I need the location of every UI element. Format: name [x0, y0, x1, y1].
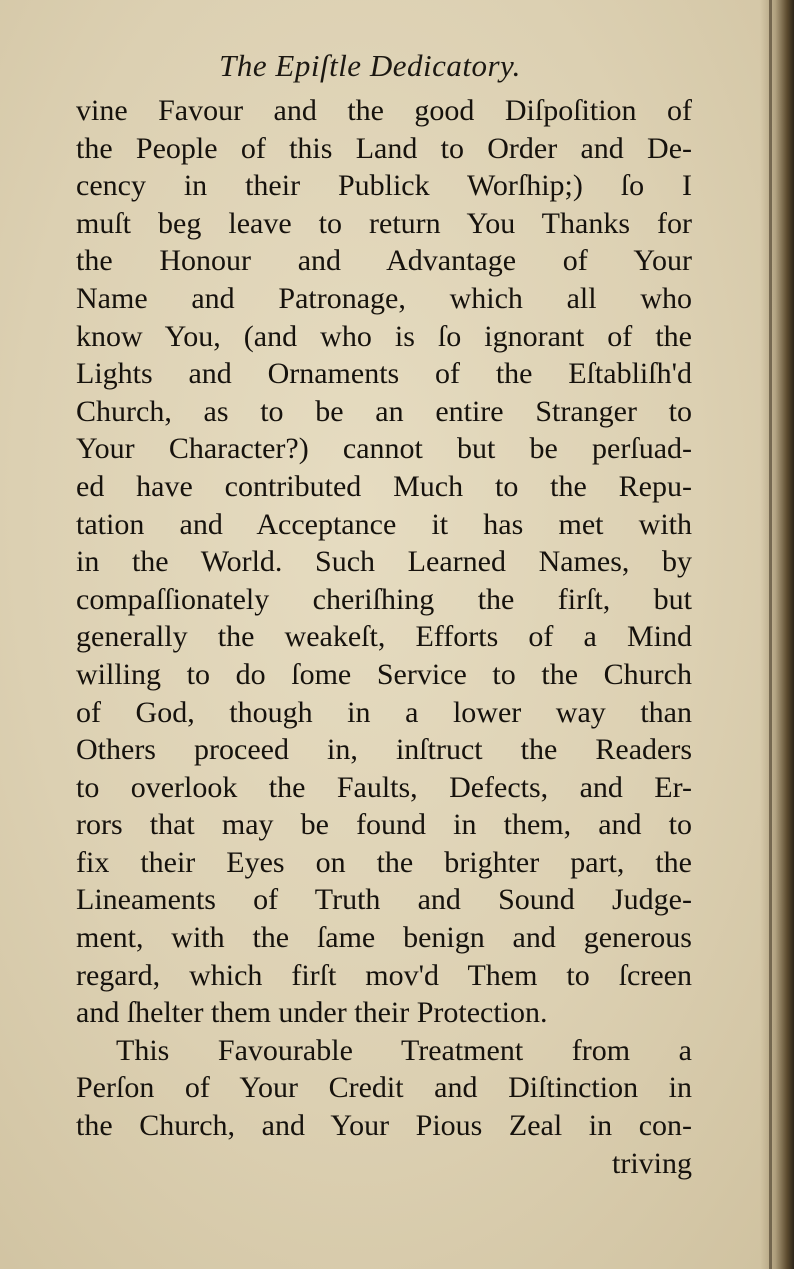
text-line: the Church, and Your Pious Zeal in con- [76, 1109, 692, 1143]
text-line: regard, which firſt mov'd Them to ſcreen [76, 958, 692, 992]
text-line: Your Character?) cannot but be perſuad- [76, 432, 692, 466]
text-line: Perſon of Your Credit and Diſtinction in [76, 1071, 692, 1105]
text-line: fix their Eyes on the brighter part, the [76, 845, 692, 879]
text-line: in the World. Such Learned Names, by [76, 545, 692, 579]
text-line: the People of this Land to Order and De- [76, 131, 692, 165]
text-line-paragraph-start: This Favourable Treatment from a [116, 1033, 692, 1067]
text-line: muſt beg leave to return You Thanks for [76, 206, 692, 240]
text-line: ed have contributed Much to the Repu- [76, 469, 692, 503]
text-line: Others proceed in, inſtruct the Readers [76, 733, 692, 767]
text-line: willing to do ſome Service to the Church [76, 657, 692, 691]
text-line: to overlook the Faults, Defects, and Er- [76, 770, 692, 804]
text-line: generally the weakeſt, Efforts of a Mind [76, 620, 692, 654]
text-line: of God, though in a lower way than [76, 695, 692, 729]
catchword: triving [612, 1146, 692, 1180]
text-line: Church, as to be an entire Stranger to [76, 394, 692, 428]
text-line: Lineaments of Truth and Sound Judge- [76, 883, 692, 917]
body-text [76, 92, 692, 1182]
page-gutter-shadow [760, 0, 794, 1269]
text-line: cency in their Publick Worſhip;) ſo I [76, 169, 692, 203]
page-edge-line [769, 0, 772, 1269]
text-line: Lights and Ornaments of the Eſtabliſh'd [76, 357, 692, 391]
text-line: the Honour and Advantage of Your [76, 244, 692, 278]
text-line: vine Favour and the good Diſpoſition of [76, 94, 692, 127]
text-line-paragraph-end: and ſhelter them under their Protection. [76, 996, 548, 1030]
text-line: Name and Patronage, which all who [76, 281, 692, 315]
text-line: know You, (and who is ſo ignorant of the [76, 319, 692, 353]
text-line: tation and Acceptance it has met with [76, 507, 692, 541]
text-line: ment, with the ſame benign and generous [76, 921, 692, 955]
text-line: rors that may be found in them, and to [76, 808, 692, 842]
running-head: The Epiſtle Dedicatory. [219, 48, 521, 83]
text-line: compaſſionately cheriſhing the firſt, but [76, 582, 692, 616]
